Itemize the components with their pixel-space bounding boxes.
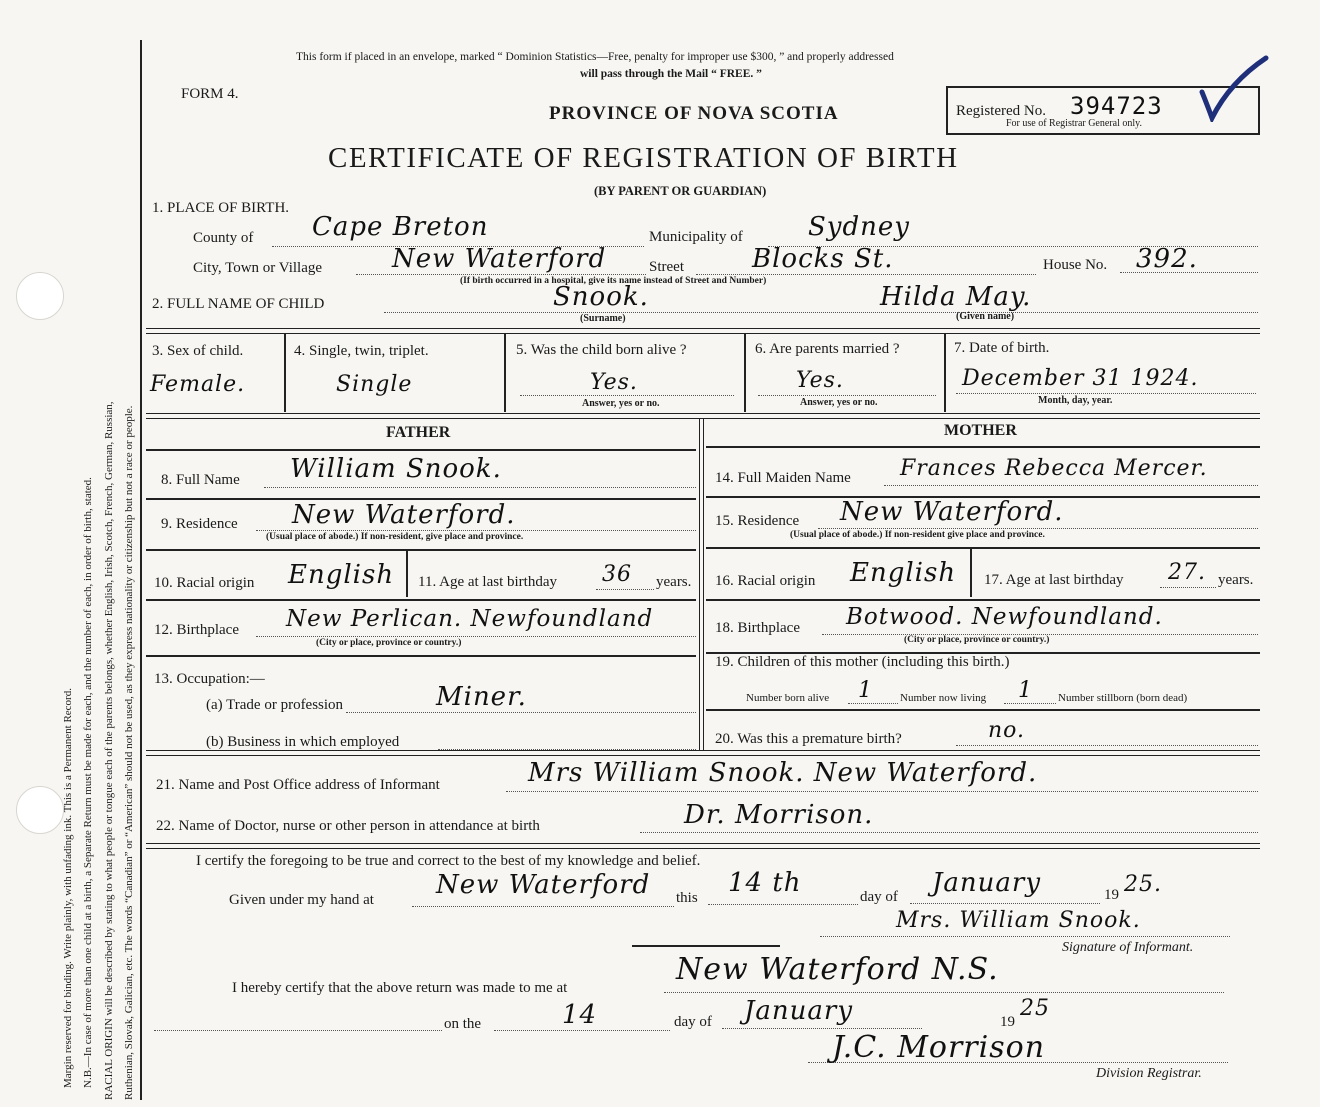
- province-heading: PROVINCE OF NOVA SCOTIA: [549, 103, 839, 124]
- now-living-value: 1: [1018, 678, 1033, 703]
- mother-age-label: 17. Age at last birthday: [984, 572, 1124, 588]
- born-alive-label: Number born alive: [746, 692, 830, 704]
- sex-label: 3. Sex of child.: [152, 343, 244, 359]
- envelope-note: This form if placed in an envelope, marked “ Dominion Statistics—Free, penalty for improper use $300, ” and properly addressed: [296, 51, 894, 63]
- child-given-name: Hilda May.: [880, 282, 1032, 312]
- mother-residence-value: New Waterford.: [840, 497, 1064, 527]
- married-line: [758, 395, 936, 396]
- mother-rule-4: [706, 599, 1260, 601]
- mother-racial-divider: [970, 549, 972, 597]
- mother-age-value: 27.: [1168, 560, 1206, 585]
- doctor-value: Dr. Morrison.: [684, 800, 874, 830]
- mother-rule-3: [706, 547, 1260, 549]
- checkmark-icon: [1190, 52, 1270, 122]
- child-name-line: [384, 312, 1258, 313]
- now-living-line: [1004, 703, 1056, 704]
- divider-6-7: [944, 334, 946, 412]
- reg-month-value: January: [744, 996, 854, 1026]
- informant-signature: Mrs. William Snook.: [896, 908, 1141, 933]
- mother-birthplace-caption: (City or place, province or country.): [904, 635, 1050, 645]
- house-value: 392.: [1136, 244, 1198, 274]
- mother-heading: MOTHER: [944, 422, 1017, 439]
- mother-birthplace-label: 18. Birthplace: [715, 620, 800, 636]
- mother-racial-value: English: [850, 558, 957, 588]
- mother-residence-caption: (Usual place of abode.) If non-resident give place and province.: [790, 530, 1045, 540]
- reg-year-value: 25: [1020, 996, 1050, 1021]
- reg-day-line: [494, 1030, 670, 1031]
- father-residence-label: 9. Residence: [161, 516, 238, 532]
- father-name-label: 8. Full Name: [161, 472, 240, 488]
- stillborn-label: Number stillborn (born dead): [1058, 692, 1188, 704]
- given-place-line: [412, 906, 674, 907]
- short-rule: [632, 945, 780, 947]
- dob-line: [956, 393, 1256, 394]
- premature-value: no.: [988, 718, 1026, 743]
- father-name-line: [264, 487, 696, 488]
- plurality-label: 4. Single, twin, triplet.: [294, 343, 429, 359]
- alive-caption: Answer, yes or no.: [582, 398, 660, 409]
- father-heading: FATHER: [386, 424, 451, 441]
- father-residence-caption: (Usual place of abode.) If non-resident, give place and province.: [266, 532, 524, 542]
- informant-signature-caption: Signature of Informant.: [1062, 940, 1194, 955]
- street-value: Blocks St.: [752, 244, 894, 274]
- alive-line: [520, 395, 734, 396]
- trade-value: Miner.: [436, 682, 527, 712]
- divider-4-5: [504, 334, 506, 412]
- doctor-line: [640, 832, 1258, 833]
- informant-label: 21. Name and Post Office address of Informant: [156, 777, 440, 793]
- day-value: 14 th: [728, 868, 802, 898]
- plurality-value: Single: [336, 372, 413, 397]
- street-line: [696, 274, 1036, 275]
- day-of-label: day of: [860, 889, 898, 905]
- street-label: Street: [649, 259, 684, 275]
- registrar-statement: I hereby certify that the above return was made to me at: [232, 980, 568, 996]
- registered-label: Registered No.: [956, 103, 1046, 119]
- surname-caption: (Surname): [580, 313, 626, 324]
- margin-note-racial-origin: RACIAL ORIGIN will be described by stating to what people or tongue each of the parents belongs, whether English, Irish, Scotch, French, German, Russian,: [103, 401, 115, 1100]
- margin-note-binding: Margin reserved for binding. Write plainly, with unfading ink. This is a Permanent Record.: [62, 688, 74, 1088]
- certify-statement: I certify the foregoing to be true and correct to the best of my knowledge and belief.: [196, 853, 701, 869]
- year-prefix: 19: [1104, 887, 1119, 903]
- rule-after-parents: [146, 750, 1260, 756]
- mother-name-value: Frances Rebecca Mercer.: [900, 456, 1208, 481]
- registrar-place-line: [664, 992, 1224, 993]
- punch-hole-top: [16, 272, 64, 320]
- premature-line: [956, 745, 1258, 746]
- reg-day-value: 14: [562, 1000, 598, 1030]
- certificate-subtitle: (BY PARENT OR GUARDIAN): [594, 184, 767, 198]
- married-value: Yes.: [796, 368, 844, 393]
- father-birthplace-caption: (City or place, province or country.): [316, 638, 462, 648]
- divider-5-6: [744, 334, 746, 412]
- punch-hole-bottom: [16, 786, 64, 834]
- dob-caption: Month, day, year.: [1038, 395, 1113, 406]
- city-label: City, Town or Village: [193, 260, 323, 276]
- municipality-value: Sydney: [808, 212, 910, 242]
- registrar-place-value: New Waterford N.S.: [676, 952, 999, 987]
- this-label: this: [676, 890, 698, 906]
- mother-residence-label: 15. Residence: [715, 513, 800, 529]
- mother-rule-6: [706, 709, 1260, 711]
- business-label: (b) Business in which employed: [206, 734, 400, 750]
- mother-birthplace-value: Botwood. Newfoundland.: [846, 604, 1163, 630]
- informant-line: [506, 791, 1258, 792]
- binding-margin-line: [140, 40, 142, 1100]
- father-residence-line: [256, 530, 696, 531]
- mother-rule-1: [706, 446, 1260, 448]
- alive-value: Yes.: [590, 370, 638, 395]
- father-age-line: [596, 589, 654, 590]
- father-racial-label: 10. Racial origin: [154, 575, 255, 591]
- dob-value: December 31 1924.: [962, 366, 1199, 391]
- mother-age-line: [1160, 587, 1216, 588]
- trade-line: [346, 712, 696, 713]
- born-alive-value: 1: [858, 678, 873, 703]
- day-line: [708, 904, 858, 905]
- given-place-value: New Waterford: [436, 870, 651, 900]
- mother-years-label: years.: [1218, 572, 1254, 588]
- alive-label: 5. Was the child born alive ?: [516, 342, 687, 358]
- divider-3-4: [284, 334, 286, 412]
- city-line: [356, 274, 646, 275]
- mother-residence-line: [818, 528, 1258, 529]
- mother-racial-label: 16. Racial origin: [715, 573, 816, 589]
- reg-year-prefix: 19: [1000, 1014, 1015, 1030]
- rule-after-name: [146, 328, 1260, 334]
- certificate-title: CERTIFICATE OF REGISTRATION OF BIRTH: [328, 142, 959, 174]
- year-value: 25.: [1124, 872, 1162, 897]
- sex-value: Female.: [150, 372, 246, 397]
- born-alive-line: [848, 703, 898, 704]
- premature-label: 20. Was this a premature birth?: [715, 731, 902, 747]
- father-birthplace-line: [256, 636, 696, 637]
- registrar-note: For use of Registrar General only.: [1006, 118, 1142, 129]
- reg-day-of-label: day of: [674, 1014, 712, 1030]
- registered-number: 394723: [1070, 92, 1163, 120]
- father-years-label: years.: [656, 574, 692, 590]
- informant-value: Mrs William Snook. New Waterford.: [528, 758, 1038, 788]
- margin-note-multiple-births: N.B.—In case of more than one child at a birth, a Separate Return must be made for each, and the number of each, in order of birth, stated.: [82, 477, 94, 1088]
- rule-before-certification: [146, 843, 1260, 849]
- form-number: FORM 4.: [181, 86, 239, 102]
- child-surname: Snook.: [553, 282, 649, 312]
- child-name-label: 2. FULL NAME OF CHILD: [152, 296, 325, 312]
- father-rule-4: [146, 599, 696, 601]
- municipality-label: Municipality of: [649, 229, 743, 245]
- trade-label: (a) Trade or profession: [206, 697, 344, 713]
- month-value: January: [932, 868, 1042, 898]
- envelope-note-2: will pass through the Mail “ FREE. ”: [580, 68, 762, 80]
- father-rule-3: [146, 549, 696, 551]
- county-value: Cape Breton: [312, 212, 489, 242]
- mother-name-line: [884, 485, 1258, 486]
- father-birthplace-label: 12. Birthplace: [154, 622, 239, 638]
- informant-signature-line: [820, 936, 1230, 937]
- margin-note-racial-origin-cont: Ruthenian, Slovak, Galician, etc. The words “Canadian” or “American” should not be used, as they express nationality or citizenship but not a race or people.: [123, 405, 135, 1100]
- mother-name-label: 14. Full Maiden Name: [715, 470, 851, 486]
- father-rule-1: [146, 449, 696, 451]
- father-age-label: 11. Age at last birthday: [418, 574, 557, 590]
- now-living-label: Number now living: [900, 692, 987, 704]
- father-residence-value: New Waterford.: [292, 500, 516, 530]
- father-racial-divider: [406, 551, 408, 597]
- father-racial-value: English: [288, 560, 395, 590]
- place-section-label: 1. PLACE OF BIRTH.: [152, 200, 290, 216]
- dob-label: 7. Date of birth.: [954, 340, 1050, 356]
- month-line: [910, 903, 1100, 904]
- father-rule-5: [146, 655, 696, 657]
- given-caption: (Given name): [956, 311, 1015, 322]
- occupation-label: 13. Occupation:—: [154, 671, 265, 687]
- parents-divider: [699, 418, 704, 750]
- hospital-note: (If birth occurred in a hospital, give its name instead of Street and Number): [460, 276, 767, 286]
- father-age-value: 36: [602, 562, 632, 587]
- married-label: 6. Are parents married ?: [755, 341, 900, 357]
- father-birthplace-value: New Perlican. Newfoundland: [286, 606, 654, 632]
- children-label: 19. Children of this mother (including this birth.): [715, 654, 1010, 670]
- city-value: New Waterford: [392, 244, 607, 274]
- county-label: County of: [193, 230, 254, 246]
- given-under-hand-label: Given under my hand at: [229, 892, 374, 908]
- registrar-signature: J.C. Morrison: [832, 1030, 1046, 1065]
- married-caption: Answer, yes or no.: [800, 397, 878, 408]
- reg-month-line: [722, 1028, 922, 1029]
- on-the-label: on the: [444, 1016, 482, 1032]
- father-name-value: William Snook.: [290, 454, 502, 484]
- on-the-lead-line: [154, 1030, 442, 1031]
- doctor-label: 22. Name of Doctor, nurse or other person in attendance at birth: [156, 818, 540, 834]
- house-label: House No.: [1043, 257, 1108, 273]
- registrar-caption: Division Registrar.: [1096, 1066, 1202, 1081]
